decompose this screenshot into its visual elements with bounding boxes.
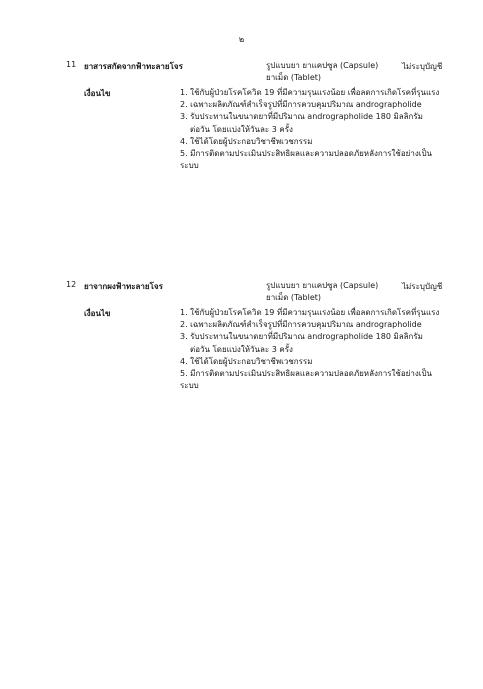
dosage-form-line: ยาเม็ด (Tablet): [266, 73, 321, 82]
dosage-form-line: รูปแบบยา ยาแคปซูล (Capsule): [266, 281, 379, 290]
drug-number: 12: [66, 280, 77, 289]
condition-label: เงื่อนไข: [84, 89, 111, 98]
condition-item: 5. มีการติดตามประเมินประสิทธิผลและความปลอดภัยหลังการใช้อย่างเป็น: [180, 149, 433, 159]
drug-name: ยาสารสกัดจากฟ้าทะลายโจร: [84, 62, 183, 71]
condition-item-continuation: ระบบ: [180, 381, 199, 391]
drug-entry-header: [0, 280, 483, 306]
condition-item: 4. ใช้ได้โดยผู้ประกอบวิชาชีพเวชกรรม: [180, 136, 313, 146]
condition-list: [180, 307, 445, 392]
dosage-form: [266, 280, 396, 304]
drug-entry: [0, 60, 483, 171]
condition-item: 4. ใช้ได้โดยผู้ประกอบวิชาชีพเวชกรรม: [180, 356, 313, 366]
condition-item-continuation: ระบบ: [180, 161, 199, 171]
condition-label: เงื่อนไข: [84, 309, 111, 318]
condition-item: 5. มีการติดตามประเมินประสิทธิผลและความปลอดภัยหลังการใช้อย่างเป็น: [180, 369, 433, 379]
condition-item: 3. รับประทานในขนาดยาที่มีปริมาณ andrographolide 180 มิลลิกรัม: [180, 332, 423, 342]
drug-entry-header: [0, 60, 483, 86]
dosage-form: [266, 60, 396, 84]
condition-item: 3. รับประทานในขนาดยาที่มีปริมาณ andrographolide 180 มิลลิกรัม: [180, 112, 423, 122]
condition-item-continuation: ต่อวัน โดยแบ่งให้วันละ 3 ครั้ง: [190, 124, 293, 134]
drug-account: ไม่ระบุบัญชี: [402, 282, 443, 291]
condition-item: 1. ใช้กับผู้ป่วยโรคโควิด 19 ที่มีความรุนแรงน้อย เพื่อลดการเกิดโรคที่รุนแรง: [180, 308, 440, 317]
drug-number: 11: [66, 60, 77, 69]
drug-entry: [0, 280, 483, 391]
drug-account: ไม่ระบุบัญชี: [402, 62, 443, 71]
dosage-form-line: รูปแบบยา ยาแคปซูล (Capsule): [266, 61, 379, 70]
condition-list: [180, 87, 445, 172]
condition-item: 2. เฉพาะผลิตภัณฑ์สำเร็จรูปที่มีการควบคุมปริมาณ andrographolide: [180, 320, 422, 330]
condition-item: 2. เฉพาะผลิตภัณฑ์สำเร็จรูปที่มีการควบคุมปริมาณ andrographolide: [180, 100, 422, 110]
page-number: ๒: [238, 35, 245, 44]
drug-name: ยาจากผงฟ้าทะลายโจร: [84, 282, 163, 291]
condition-item-continuation: ต่อวัน โดยแบ่งให้วันละ 3 ครั้ง: [190, 344, 293, 354]
condition-item: 1. ใช้กับผู้ป่วยโรคโควิด 19 ที่มีความรุนแรงน้อย เพื่อลดการเกิดโรคที่รุนแรง: [180, 88, 440, 97]
dosage-form-line: ยาเม็ด (Tablet): [266, 293, 321, 302]
